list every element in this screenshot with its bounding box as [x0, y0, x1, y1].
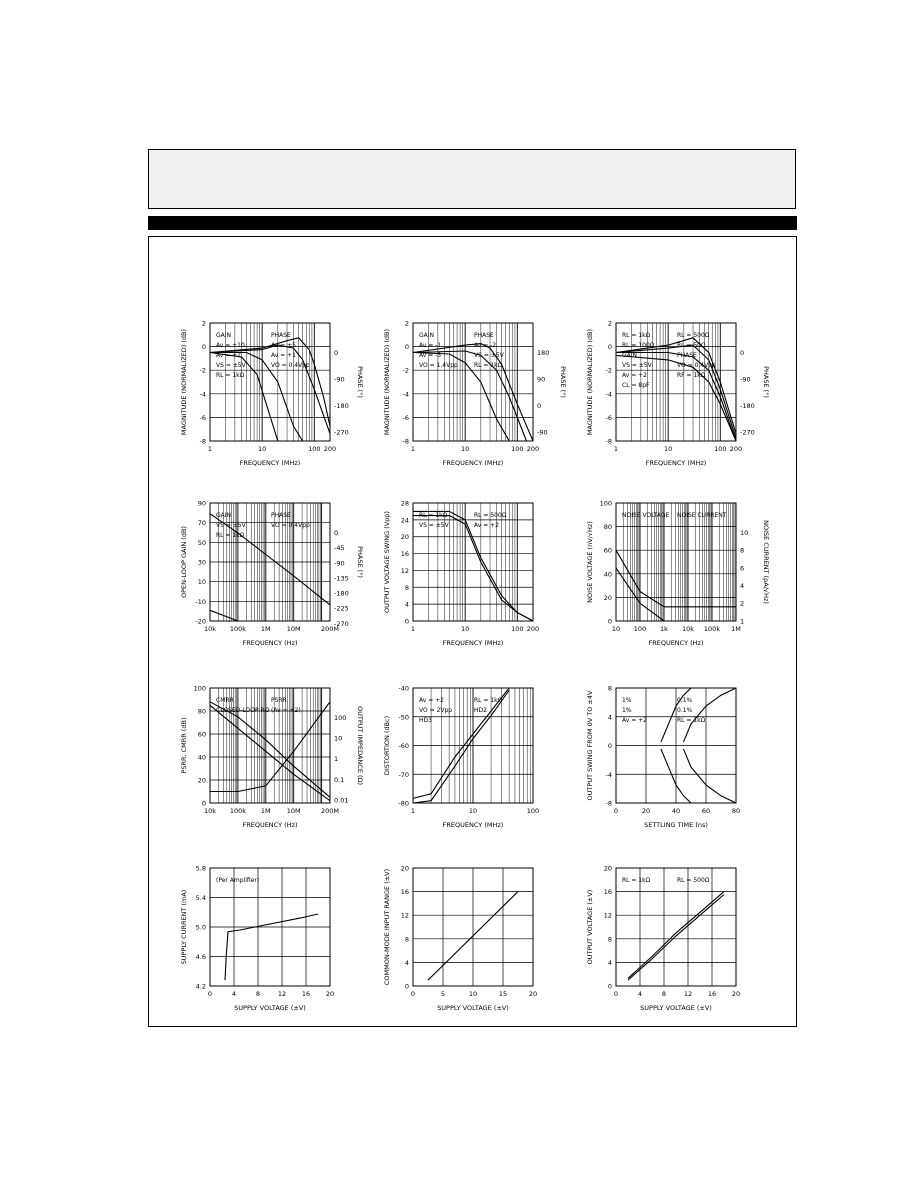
x-tick-label: 100 [511, 625, 524, 633]
y-tick-label: 20 [603, 593, 612, 602]
annotation: Av = +10 [216, 342, 245, 349]
annotation: PSRR [271, 697, 287, 704]
y-axis-label: OPEN-LOOP GAIN (dB) [180, 526, 188, 598]
y2-tick-label: -90 [740, 375, 751, 384]
y-tick-label: 2 [201, 319, 206, 328]
annotation: RL = 1kΩ [622, 877, 651, 884]
y-tick-label: 30 [197, 558, 206, 567]
series-line [413, 688, 509, 798]
y-tick-label: 4 [607, 958, 612, 967]
x-tick-label: 1 [207, 445, 213, 453]
annotation: HD2 [474, 707, 487, 714]
x-tick-label: 10 [258, 445, 267, 453]
annotation: RL = 50Ω [677, 342, 706, 349]
y-tick-label: -70 [398, 770, 409, 779]
x-tick-label: 40 [671, 807, 681, 815]
annotation: Av = -2 [474, 342, 497, 349]
annotation: VO = 0.4Vpp [271, 362, 310, 369]
y2-tick-label: 10 [740, 529, 749, 537]
x-tick-label: 10 [611, 625, 621, 633]
annotation: 1% [622, 697, 632, 704]
y-tick-label: 16 [400, 550, 409, 559]
x-axis-label: FREQUENCY (MHz) [442, 459, 504, 467]
x-tick-label: 16 [707, 990, 717, 998]
y-axis-label: COMMON-MODE INPUT RANGE (±V) [383, 868, 391, 986]
x-tick-label: 100k [229, 625, 246, 633]
series-line [628, 892, 724, 979]
y-tick-label: -2 [402, 366, 409, 375]
chart-1 [180, 320, 364, 468]
y-tick-label: 5.0 [195, 923, 206, 932]
y-tick-label: 20 [400, 864, 409, 873]
annotation: Av = -5 [419, 352, 442, 359]
annotation: Av = +2 [622, 372, 647, 379]
y2-tick-label: 0 [537, 402, 542, 410]
chart-10 [180, 865, 334, 1013]
x-tick-label: 15 [498, 990, 508, 998]
y-tick-label: 50 [197, 538, 206, 547]
x-tick-label: 100 [308, 445, 321, 453]
y-tick-label: 0 [404, 343, 409, 352]
y2-tick-label: -90 [334, 375, 345, 384]
y2-tick-label: -270 [740, 428, 755, 437]
x-tick-label: 20 [731, 990, 741, 998]
y-axis-label: OUTPUT SWING FROM 0V TO ±4V [586, 690, 594, 801]
y2-axis-label: OUTPUT IMPEDANCE (Ω) [356, 705, 364, 786]
y-tick-label: -40 [398, 684, 409, 693]
x-axis-label: SUPPLY VOLTAGE (±V) [640, 1004, 712, 1012]
x-tick-label: 20 [528, 990, 538, 998]
y2-axis-label: NOISE CURRENT (pA/√Hz) [762, 520, 770, 604]
series-line [628, 895, 724, 981]
annotation: 0.1% [677, 707, 693, 714]
x-tick-label: 200M [320, 625, 340, 633]
y2-axis-label: PHASE (°) [762, 366, 770, 398]
y-tick-label: 24 [400, 516, 409, 525]
x-tick-label: 80 [731, 807, 741, 815]
y2-tick-label: -225 [334, 604, 349, 613]
chart-4 [180, 500, 364, 648]
x-axis-label: FREQUENCY (Hz) [648, 639, 704, 647]
y2-tick-label: 1 [334, 755, 339, 764]
y-tick-label: 8 [607, 935, 612, 944]
annotation: RF = 1kΩ [677, 372, 706, 379]
annotation: VS = ±5V [474, 352, 504, 359]
y2-tick-label: -270 [334, 619, 349, 628]
annotation: PHASE [271, 512, 291, 519]
x-axis-label: SETTLING TIME (ns) [644, 821, 708, 829]
y-tick-label: -6 [199, 413, 206, 422]
y-tick-label: -6 [402, 413, 409, 422]
x-tick-label: 10k [203, 625, 217, 633]
x-tick-label: 10k [203, 807, 217, 815]
chart-8 [383, 685, 539, 830]
x-axis-label: FREQUENCY (Hz) [242, 639, 298, 647]
y-tick-label: 2 [607, 319, 612, 328]
annotation: Av = +1 [271, 352, 296, 359]
annotation: 1% [622, 707, 632, 714]
x-tick-label: 4 [637, 990, 643, 998]
chart-5 [383, 500, 539, 648]
x-tick-label: 8 [661, 990, 667, 998]
x-tick-label: 1M [731, 625, 741, 633]
y2-tick-label: -180 [740, 402, 755, 410]
series-line [225, 914, 318, 980]
y2-tick-label: 100 [334, 714, 347, 722]
x-tick-label: 10 [468, 990, 478, 998]
annotation: RL = 1kΩ [216, 372, 245, 379]
y2-tick-label: 0 [334, 349, 339, 357]
annotation: RL = 1kΩ [419, 512, 448, 519]
y-tick-label: -6 [605, 413, 612, 422]
x-tick-label: 1 [410, 445, 416, 453]
y-tick-label: 80 [603, 523, 612, 532]
series-line [210, 705, 330, 800]
y2-tick-label: 10 [334, 734, 343, 743]
x-tick-label: 100 [714, 445, 727, 453]
y-tick-label: 60 [603, 546, 612, 555]
y2-axis-label: PHASE (°) [356, 366, 364, 398]
y-tick-label: 4 [404, 600, 409, 609]
y2-tick-label: 0 [740, 349, 745, 357]
y-tick-label: 4 [607, 713, 612, 722]
x-tick-label: 12 [683, 990, 693, 998]
y-tick-label: 0 [607, 343, 612, 352]
x-tick-label: 0 [207, 990, 213, 998]
x-tick-label: 1M [260, 625, 271, 633]
y-tick-label: 8 [404, 583, 409, 592]
y-tick-label: 8 [404, 935, 409, 944]
y2-tick-label: -90 [537, 428, 548, 437]
annotation: Av = +2 [474, 522, 499, 529]
y2-tick-label: 1 [740, 617, 745, 626]
plot-frame [210, 688, 330, 803]
y-tick-label: 80 [197, 707, 206, 716]
y-tick-label: -8 [199, 437, 206, 446]
y-tick-label: 0 [607, 742, 612, 750]
y-tick-label: -20 [195, 617, 206, 626]
y-tick-label: 100 [599, 499, 612, 508]
x-tick-label: 16 [301, 990, 311, 998]
x-tick-label: 20 [641, 807, 651, 815]
x-tick-label: 1 [613, 445, 619, 453]
y2-tick-label: -180 [334, 589, 349, 598]
y2-tick-label: 2 [740, 599, 745, 608]
y-tick-label: 40 [603, 570, 612, 579]
chart-9 [586, 685, 740, 830]
x-tick-label: 10 [664, 445, 673, 453]
y2-tick-label: -45 [334, 544, 345, 553]
y-tick-label: 70 [197, 519, 206, 528]
y2-axis-label: PHASE (°) [356, 546, 364, 578]
x-axis-label: FREQUENCY (MHz) [442, 821, 504, 829]
y-axis-label: DISTORTION (dBc) [383, 715, 391, 776]
y-axis-label: SUPPLY CURRENT (mA) [180, 889, 188, 965]
annotation: VS = ±5V [216, 362, 246, 369]
annotation: 0.1% [677, 697, 693, 704]
x-axis-label: SUPPLY VOLTAGE (±V) [234, 1004, 306, 1012]
chart-11 [383, 865, 537, 1013]
y-tick-label: 20 [197, 776, 206, 785]
annotation: VS = ±5V [216, 522, 246, 529]
annotation: VO = 1.4Vpp [419, 362, 458, 369]
annotation: VS = ±5V [622, 362, 652, 369]
y2-tick-label: 6 [740, 564, 745, 573]
y-tick-label: 12 [603, 911, 612, 920]
x-tick-label: 8 [255, 990, 261, 998]
y-tick-label: -2 [199, 366, 206, 375]
plot-frame [616, 868, 736, 986]
y-axis-label: MAGNITUDE (NORMALIZED) (dB) [586, 328, 594, 436]
y-tick-label: -4 [605, 770, 612, 779]
y-tick-label: 16 [603, 888, 612, 897]
y2-tick-label: 8 [740, 546, 745, 555]
annotation: RL = 1kΩ [474, 697, 503, 704]
chart-12 [586, 865, 740, 1013]
annotation: RL = 500Ω [677, 332, 710, 339]
annotation: RL = 1kΩ [216, 532, 245, 539]
y-tick-label: 2 [404, 319, 409, 328]
annotation: GAIN [419, 332, 435, 339]
annotation: RL = 500Ω [677, 877, 710, 884]
y-tick-label: 4.2 [195, 982, 206, 991]
x-tick-label: 1M [260, 807, 271, 815]
x-tick-label: 10 [468, 807, 478, 815]
annotation: Av = +2 [622, 717, 647, 724]
x-tick-label: 200 [526, 445, 540, 453]
chart-7 [180, 685, 364, 830]
y-tick-label: 0 [607, 982, 612, 991]
x-tick-label: 200 [729, 445, 743, 453]
y-axis-label: MAGNITUDE (NORMALIZED) (dB) [383, 328, 391, 436]
x-tick-label: 200 [526, 625, 540, 633]
y-tick-label: 20 [603, 864, 612, 873]
series-line [210, 702, 330, 798]
annotation: GAIN [622, 352, 638, 359]
series-line [616, 550, 736, 607]
y-tick-label: 5.4 [195, 894, 206, 902]
x-tick-label: 200M [320, 807, 340, 815]
series-line [210, 702, 330, 792]
x-tick-label: 100 [526, 807, 540, 815]
y-tick-label: 20 [400, 533, 409, 542]
y2-tick-label: 4 [740, 582, 745, 590]
series-line [616, 568, 736, 621]
annotation: Av = +5 [271, 342, 296, 349]
y-tick-label: -8 [402, 437, 409, 446]
annotation: GAIN [216, 512, 232, 519]
series-line [684, 749, 737, 803]
y-tick-label: 12 [400, 566, 409, 575]
y-axis-label: OUTPUT VOLTAGE (±V) [586, 889, 594, 965]
annotation: (Av = +2) [271, 707, 301, 714]
y-tick-label: -8 [605, 799, 612, 808]
y-tick-label: 4.6 [195, 953, 206, 961]
x-tick-label: 10M [286, 625, 301, 633]
y-tick-label: 60 [197, 730, 206, 739]
x-tick-label: 200 [323, 445, 337, 453]
y-axis-label: PSRR, CMRR (dB) [180, 717, 188, 774]
x-tick-label: 10 [461, 445, 470, 453]
annotation: VO = 0.4Vpp [271, 522, 310, 529]
annotation: PHASE [271, 332, 291, 339]
y-tick-label: 28 [400, 499, 409, 508]
x-tick-label: 1k [660, 625, 668, 633]
y-tick-label: -2 [605, 366, 612, 375]
y-tick-label: 0 [607, 617, 612, 626]
y2-tick-label: -180 [334, 402, 349, 410]
annotation: HD3 [419, 717, 432, 724]
x-axis-label: FREQUENCY (Hz) [242, 821, 298, 829]
y-tick-label: 5.8 [195, 864, 206, 873]
annotation: CLOSED-LOOP RO [216, 707, 270, 714]
y-tick-label: -50 [398, 713, 409, 722]
annotation: Av = +2 [419, 697, 444, 704]
y-tick-label: -4 [402, 390, 409, 399]
x-tick-label: 10k [681, 625, 695, 633]
y-tick-label: 0 [201, 799, 206, 808]
y2-tick-label: 90 [537, 375, 546, 384]
x-tick-label: 0 [613, 990, 619, 998]
y2-tick-label: 0.1 [334, 775, 345, 784]
annotation: CMRR [216, 697, 234, 704]
plot-frame [616, 503, 736, 621]
x-tick-label: 100k [229, 807, 246, 815]
y-tick-label: 12 [400, 911, 409, 920]
y-tick-label: 100 [193, 684, 206, 693]
chart-6 [586, 500, 770, 648]
y-tick-label: -4 [199, 390, 206, 399]
x-tick-label: 100 [511, 445, 524, 453]
annotation: RL = 1kΩ [622, 332, 651, 339]
y2-tick-label: 0.01 [334, 796, 349, 805]
x-tick-label: 12 [277, 990, 287, 998]
x-tick-label: 10 [461, 625, 470, 633]
series-line [210, 610, 330, 621]
annotation: (Per Amplifier) [216, 877, 260, 884]
x-tick-label: 5 [440, 990, 446, 998]
annotation: VO = 0.4Vpp [677, 362, 716, 369]
annotation: RL = 100Ω [622, 342, 655, 349]
y2-axis-label: PHASE (°) [559, 366, 567, 398]
y2-tick-label: -90 [334, 559, 345, 568]
y2-tick-label: -135 [334, 574, 349, 583]
annotation: RL = 500Ω [474, 512, 507, 519]
x-axis-label: FREQUENCY (MHz) [239, 459, 301, 467]
y2-tick-label: -270 [334, 428, 349, 437]
chart-2 [383, 320, 567, 468]
y-tick-label: 90 [197, 499, 206, 508]
x-axis-label: FREQUENCY (MHz) [442, 639, 504, 647]
annotation: PHASE [474, 332, 494, 339]
y-axis-label: MAGNITUDE (NORMALIZED) (dB) [180, 328, 188, 436]
y-tick-label: -8 [605, 437, 612, 446]
y2-tick-label: 0 [334, 529, 339, 537]
annotation: Av = -1 [419, 342, 442, 349]
y-tick-label: 16 [400, 888, 409, 897]
annotation: Av = +2 [216, 352, 241, 359]
y-axis-label: NOISE VOLTAGE (nV/√Hz) [586, 521, 594, 603]
x-tick-label: 100 [633, 625, 647, 633]
y-tick-label: 4 [404, 958, 409, 967]
x-tick-label: 1 [410, 807, 416, 815]
annotation: CL = 8pF [622, 382, 650, 389]
y-tick-label: -80 [398, 799, 409, 808]
y-tick-label: -10 [195, 597, 206, 606]
annotation: VS = ±5V [419, 522, 449, 529]
x-tick-label: 1 [410, 625, 416, 633]
annotation: GAIN [216, 332, 232, 339]
y-axis-label: OUTPUT VOLTAGE SWING (Vpp) [383, 511, 391, 613]
x-tick-label: 100k [703, 625, 721, 633]
y-tick-label: 0 [201, 343, 206, 352]
chart-3 [586, 320, 770, 468]
x-tick-label: 0 [410, 990, 416, 998]
y-tick-label: 10 [197, 578, 206, 587]
x-tick-label: 20 [325, 990, 335, 998]
annotation: PHASE [677, 352, 697, 359]
annotation: VO = 2Vpp [419, 707, 453, 714]
annotation: RL = 1kΩ [474, 362, 503, 369]
annotation: NOISE VOLTAGE [622, 512, 670, 519]
x-tick-label: 0 [613, 807, 619, 815]
x-tick-label: 4 [231, 990, 237, 998]
y-tick-label: 40 [197, 753, 206, 762]
y-tick-label: -60 [398, 742, 409, 750]
x-tick-label: 60 [701, 807, 711, 815]
y-tick-label: -4 [605, 390, 612, 399]
y-tick-label: 8 [607, 684, 612, 693]
x-tick-label: 10M [286, 807, 301, 815]
y-tick-label: 0 [404, 982, 409, 991]
x-axis-label: FREQUENCY (MHz) [645, 459, 707, 467]
annotation: NOISE CURRENT [677, 512, 727, 519]
x-axis-label: SUPPLY VOLTAGE (±V) [437, 1004, 509, 1012]
annotation: RL = 1kΩ [677, 717, 706, 724]
y2-tick-label: 180 [537, 349, 550, 357]
y-tick-label: 0 [404, 617, 409, 626]
